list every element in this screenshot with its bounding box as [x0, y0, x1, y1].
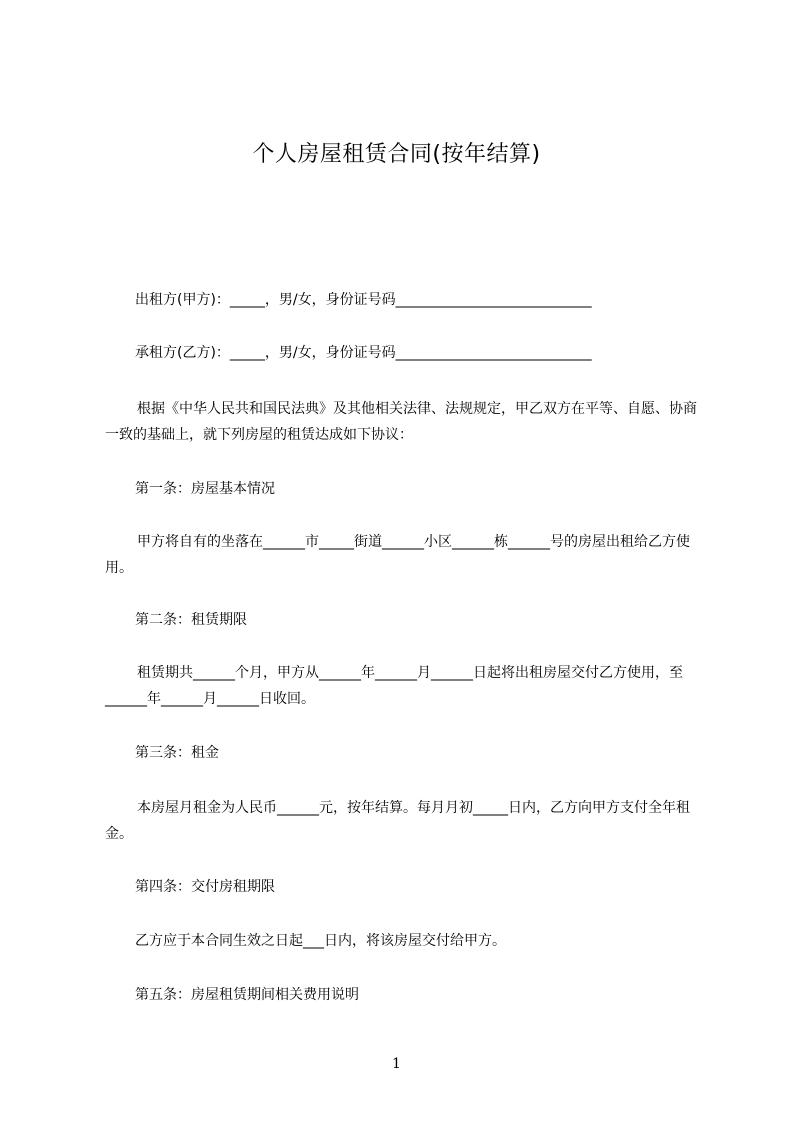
document-title: 个人房屋租赁合同(按年结算)	[252, 142, 541, 167]
article-1-heading: 第一条：房屋基本情况	[135, 481, 275, 497]
article-1-body: 甲方将自有的坐落在______市_____街道______小区______栋______号的房屋出租给乙方使用。	[105, 534, 690, 576]
party-a-line: 出租方(甲方)：_____，男/女，身份证号码____________________________	[135, 292, 592, 308]
article-2-body: 租赁期共______个月，甲方从______年______月______日起将出租房屋交付乙方使用，至______年______月______日收回。	[105, 665, 683, 707]
article-3-heading: 第三条：租金	[135, 745, 219, 761]
article-4-body: 乙方应于本合同生效之日起___日内，将该房屋交付给甲方。	[135, 933, 506, 949]
article-3-body: 本房屋月租金为人民币______元，按年结算。每月月初_____日内，乙方向甲方支付全年租金。	[105, 800, 690, 842]
preamble-paragraph: 根据《中华人民共和国民法典》及其他相关法律、法规规定，甲乙双方在平等、自愿、协商一致的基础上，就下列房屋的租赁达成如下协议：	[105, 401, 697, 443]
page-number: 1	[392, 1056, 401, 1072]
party-b-line: 承租方(乙方)：_____，男/女，身份证号码____________________________	[135, 345, 592, 361]
article-5-heading: 第五条：房屋租赁期间相关费用说明	[135, 987, 359, 1003]
article-4-heading: 第四条：交付房租期限	[135, 879, 275, 895]
article-2-heading: 第二条：租赁期限	[135, 612, 247, 628]
